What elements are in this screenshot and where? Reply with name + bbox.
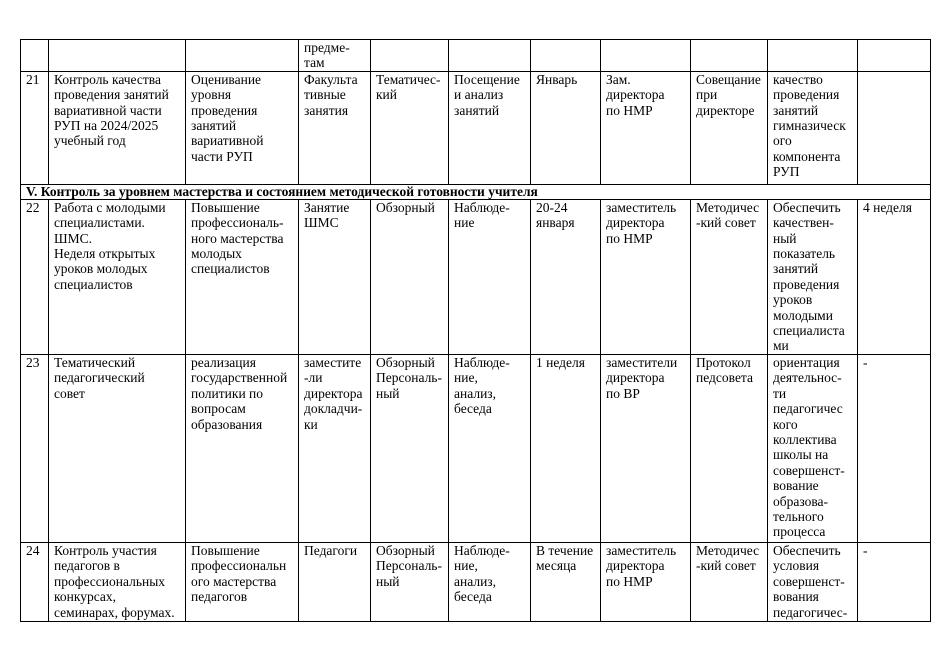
- review-venue: [691, 40, 768, 72]
- control-method: Наблюде- ние: [449, 199, 531, 354]
- control-purpose: Повышение профессиональ- ного мастерства молодых специалистов: [186, 199, 299, 354]
- section-heading-row: [21, 184, 931, 199]
- control-object: заместите -ли директора докладчи- ки: [299, 354, 371, 542]
- management-decision: качество проведения занятий гимназическ ого компонента РУП: [768, 71, 858, 184]
- follow-up-control: 4 неделя: [858, 199, 931, 354]
- responsible-person: заместитель директора по НМР: [601, 542, 691, 621]
- control-timing: 20-24 января: [531, 199, 601, 354]
- responsible-person: [601, 40, 691, 72]
- control-timing: В течение месяца: [531, 542, 601, 621]
- management-decision: [768, 40, 858, 72]
- review-venue: Протокол педсовета: [691, 354, 768, 542]
- review-venue: Совещание при директоре: [691, 71, 768, 184]
- item-number: [21, 40, 49, 72]
- document-page: [20, 39, 930, 622]
- control-timing: Январь: [531, 71, 601, 184]
- control-type: Обзорный Персональ- ный: [371, 354, 449, 542]
- control-purpose: Повышение профессиональн ого мастерства педагогов: [186, 542, 299, 621]
- control-method: Наблюде- ние, анализ, беседа: [449, 354, 531, 542]
- control-method: [449, 40, 531, 72]
- control-type: Обзорный: [371, 199, 449, 354]
- follow-up-control: -: [858, 354, 931, 542]
- responsible-person: Зам. директора по НМР: [601, 71, 691, 184]
- control-type: [371, 40, 449, 72]
- control-timing: 1 неделя: [531, 354, 601, 542]
- control-plan-table: [20, 39, 931, 622]
- item-number: 22: [21, 199, 49, 354]
- table-row: [21, 542, 931, 621]
- control-object: Занятие ШМС: [299, 199, 371, 354]
- follow-up-control: [858, 40, 931, 72]
- item-number: 24: [21, 542, 49, 621]
- management-decision: Обеспечить условия совершенст- вования педагогичес-: [768, 542, 858, 621]
- table-row: [21, 199, 931, 354]
- control-method: Посещение и анализ занятий: [449, 71, 531, 184]
- control-method: Наблюде- ние, анализ, беседа: [449, 542, 531, 621]
- control-content: [49, 40, 186, 72]
- control-content: Работа с молодыми специалистами. ШМС. Неделя открытых уроков молодых специалистов: [49, 199, 186, 354]
- table-row: [21, 354, 931, 542]
- follow-up-control: [858, 71, 931, 184]
- control-purpose: [186, 40, 299, 72]
- control-purpose: реализация государственной политики по вопросам образования: [186, 354, 299, 542]
- follow-up-control: -: [858, 542, 931, 621]
- item-number: 23: [21, 354, 49, 542]
- control-content: Контроль участия педагогов в профессиональных конкурсах, семинарах, форумах.: [49, 542, 186, 621]
- control-content: Контроль качества проведения занятий вариативной части РУП на 2024/2025 учебный год: [49, 71, 186, 184]
- control-content: Тематический педагогический совет: [49, 354, 186, 542]
- management-decision: ориентация деятельнос- ти педагогичес кого коллектива школы на совершенст- вование образова- тельного процесса: [768, 354, 858, 542]
- section-title: V. Контроль за уровнем мастерства и состоянием методической готовности учителя: [21, 184, 931, 199]
- control-type: Обзорный Персональ- ный: [371, 542, 449, 621]
- table-row-continuation: [21, 40, 931, 72]
- responsible-person: заместитель директора по НМР: [601, 199, 691, 354]
- control-timing: [531, 40, 601, 72]
- control-object: предме- там: [299, 40, 371, 72]
- table-row: [21, 71, 931, 184]
- review-venue: Методичес -кий совет: [691, 199, 768, 354]
- control-type: Тематичес- кий: [371, 71, 449, 184]
- management-decision: Обеспечить качествен- ный показатель занятий проведения уроков молодыми специалиста ми: [768, 199, 858, 354]
- control-object: Педагоги: [299, 542, 371, 621]
- control-purpose: Оценивание уровня проведения занятий вариативной части РУП: [186, 71, 299, 184]
- control-object: Факульта тивные занятия: [299, 71, 371, 184]
- responsible-person: заместители директора по ВР: [601, 354, 691, 542]
- review-venue: Методичес -кий совет: [691, 542, 768, 621]
- item-number: 21: [21, 71, 49, 184]
